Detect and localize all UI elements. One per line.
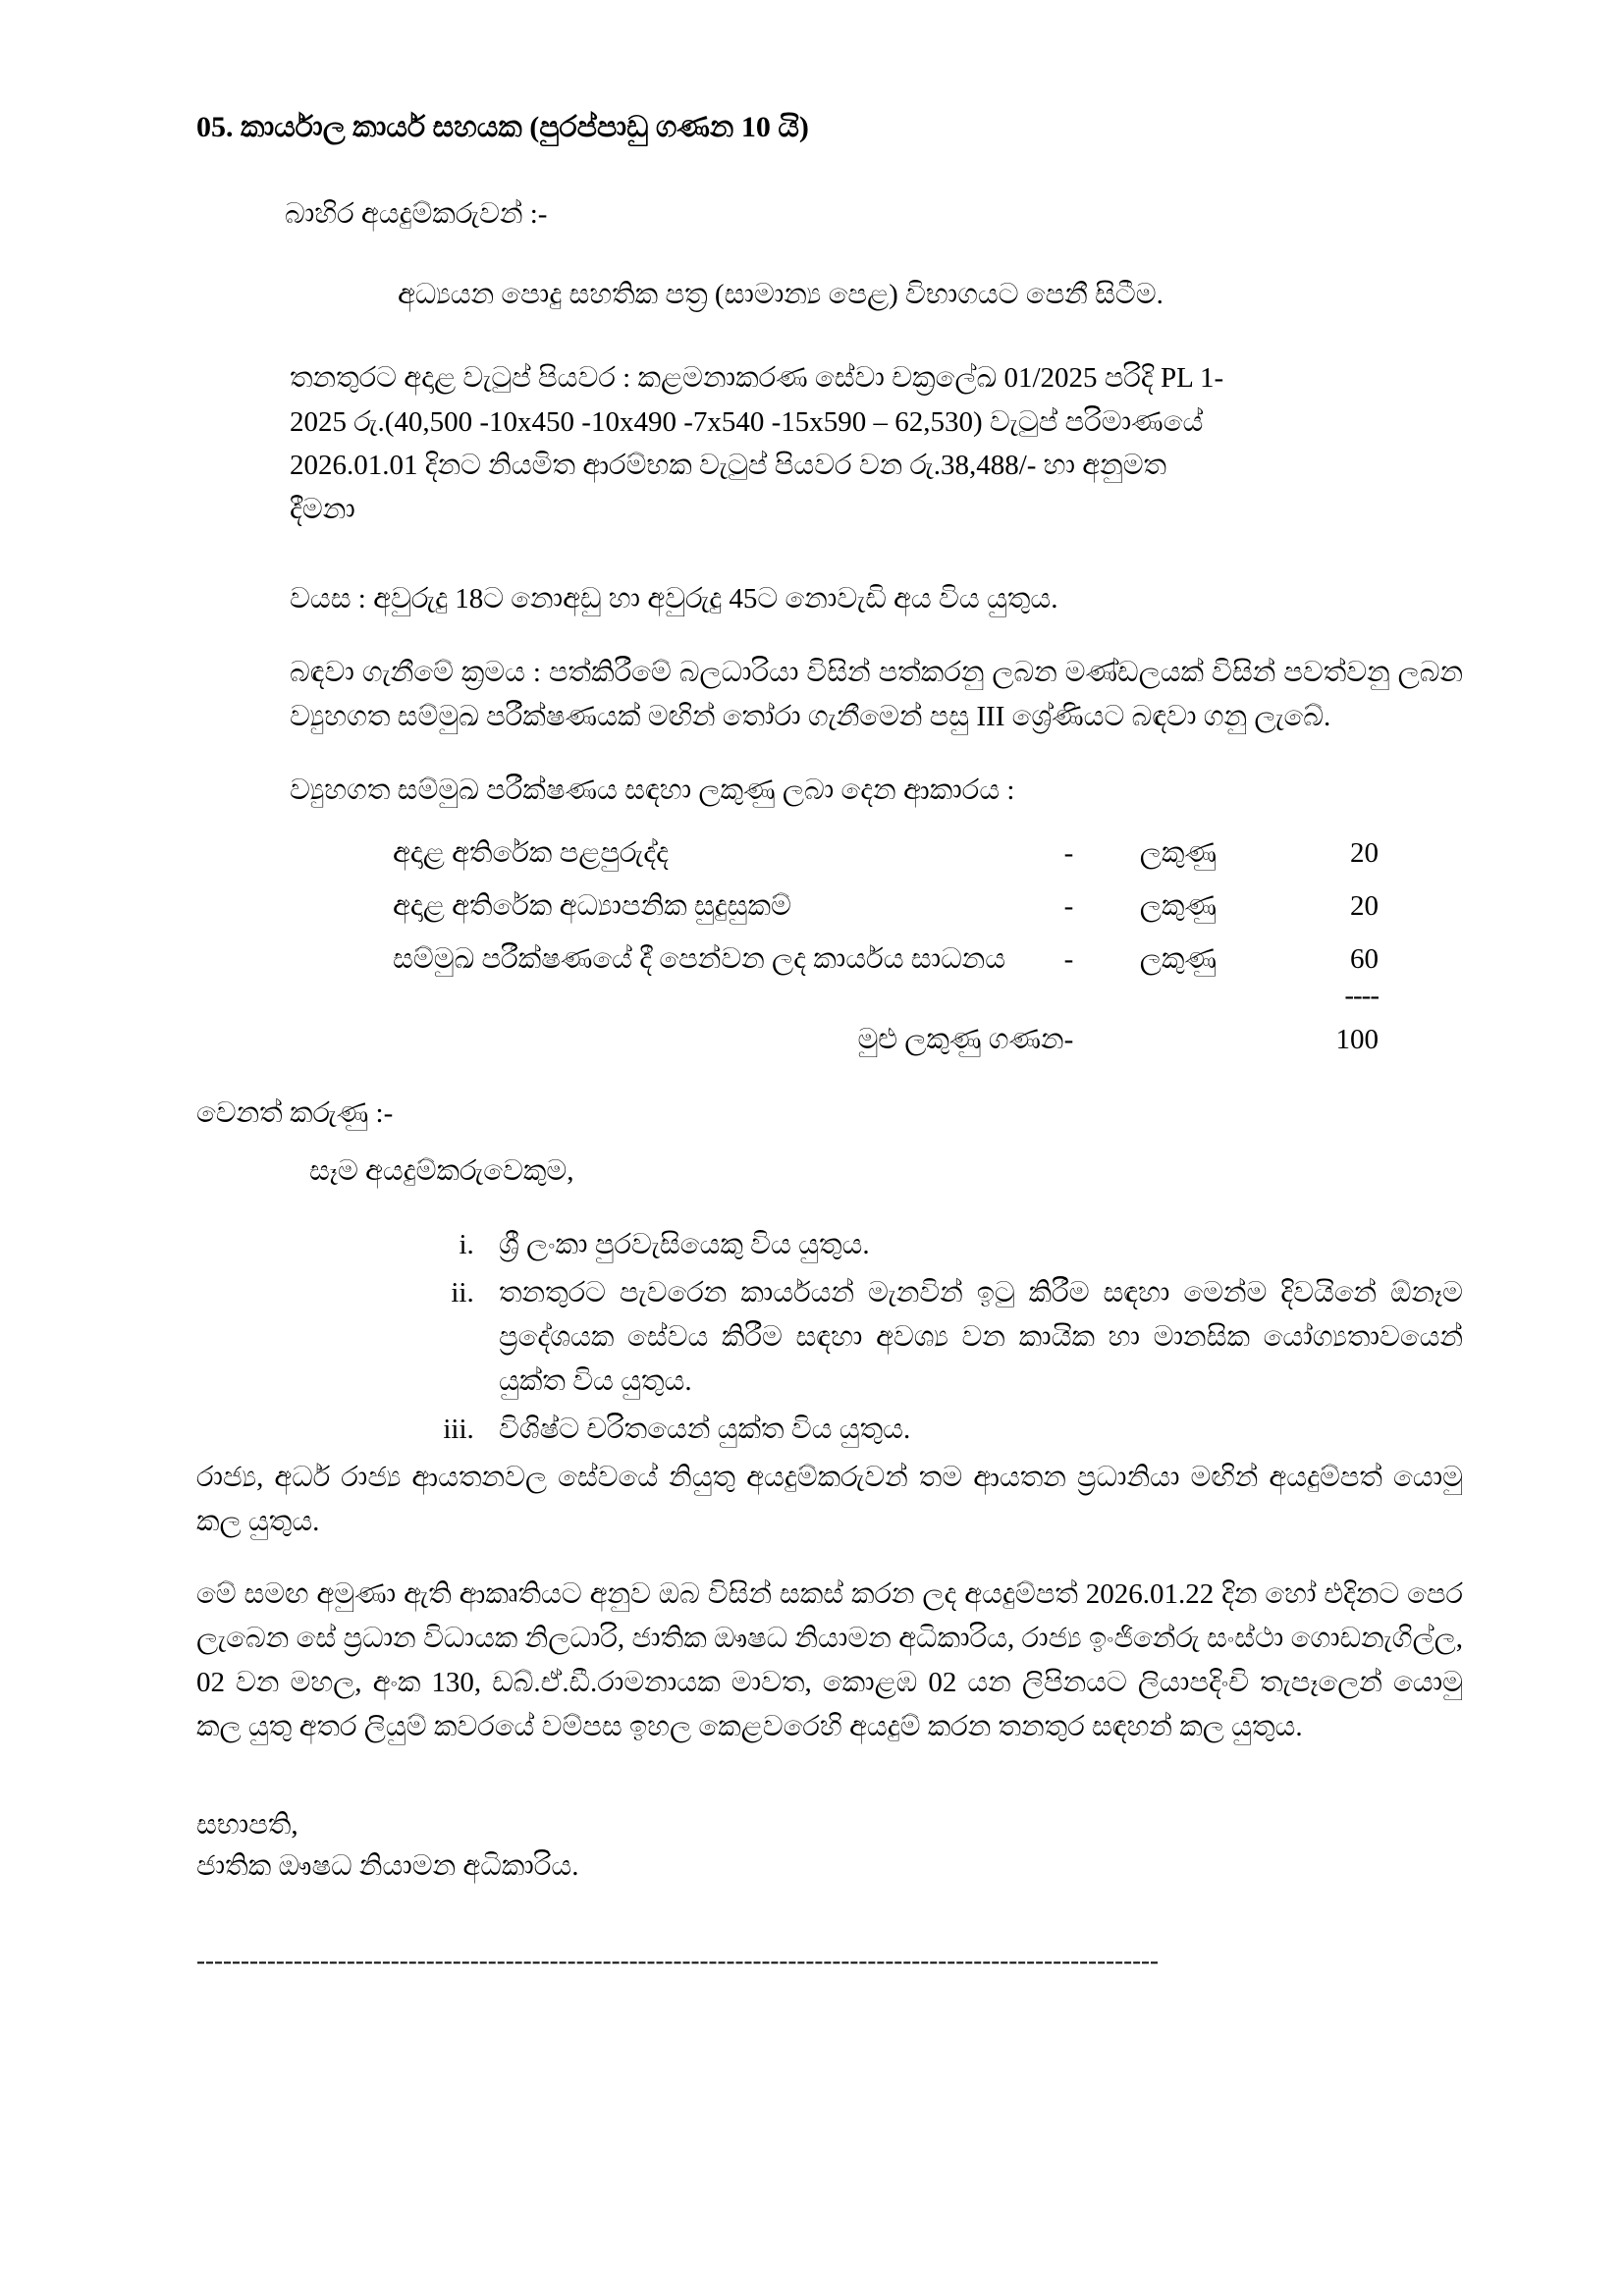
spacer-cell (393, 986, 1064, 1007)
every-applicant-text: සෑම අයදුම්කරුවෙකුම, (309, 1154, 574, 1187)
salary-paragraph (196, 356, 1463, 533)
conditions-list (196, 1223, 1463, 1452)
marks-row-dash: - (1063, 890, 1074, 923)
marks-row-value: 20 (1350, 837, 1379, 870)
marks-total-value: 100 (1335, 1023, 1379, 1055)
signature-title: සභාපති, (196, 1809, 298, 1842)
page-title: 05. කාර්යාල කාර්ය සහයක (පුරප්පාඩු ගණන 10 යි) (196, 111, 809, 143)
salary-line-2: 2025 රු.(40,500 -10x450 -10x490 -7x540 -15x590 – 62,530) වැටුප් පරිමාණයේ (290, 405, 1204, 438)
marks-row-label: සම්මුඛ පරීක්ෂණයේ දී පෙන්වන ලද කාර්යය සාධනය (393, 943, 1006, 976)
marks-table-block (196, 827, 1463, 1066)
list-item: ii. තනතුරට පැවරෙන කාර්යයන් මැනවින් ඉටු කිරීම සඳහා මෙන්ම දිවයිනේ ඕනෑම ප්‍රදේශයක සේවය කිරීම සඳහා අවශ්‍ය වන කායික හා මානසික යෝග්‍යතාවයෙන් යුක්ත විය යුතුය. (481, 1271, 1463, 1404)
salary-line-3: 2026.01.01 දිනට නියමිත ආරම්භක වැටුප් පියවර වන රු.38,488/- හා අනුමත (290, 450, 1167, 482)
submission-note: මේ සමඟ අමුණා ඇති ආකෘතියට අනුව ඔබ විසින් සකස් කරන ලද අයදුම්පත් 2026.01.22 දින හෝ එදිනට පෙර ලැබෙන සේ ප්‍රධාන විධායක නිලධාරි, ජාතික ඖෂධ නියාමන අධිකාරිය, රාජ්‍ය ඉංජිනේරු සංස්ථා ගොඩනැගිල්ල, 02 වන මහල, අංක 130, ඩබ්.ඒ.ඩී.රාමනායක මාවත, කොළඹ 02 යන ලිපිනයට ලියාපදිංචි තැපෑලෙන් යොමු කල යුතු අතර ලියුම් කවරයේ වම්පස ඉහල කෙළවරෙහි අයදුම් කරන තනතුර සඳහන් කල යුතුය. (196, 1578, 1463, 1743)
marks-row-dash: - (1063, 837, 1074, 870)
document-content (196, 108, 1463, 1974)
marks-total-dash: - (1063, 1023, 1074, 1055)
marks-rule: ---- (1344, 980, 1379, 1012)
qualification-text: අධ්‍යයන පොදු සහතික පත්‍ර (සාමාන්‍ය පෙළ) විභාගයට පෙනී සිටීම. (398, 278, 1164, 310)
list-item: iii. විශිෂ්ට චරිතයෙන් යුක්ත විය යුතුය. (481, 1408, 1463, 1452)
marks-row-unit: ලකුණු (1139, 837, 1218, 870)
table-row (393, 933, 1384, 986)
applicant-category-heading: බාහිර අයදුම්කරුවන් :- (285, 197, 548, 230)
state-employees-note: රාජ්‍ය, අර්ධ රාජ්‍ය ආයතනවල සේවයේ නියුතු අයදුම්කරුවන් තම ආයතන ප්‍රධානියා මඟින් අයදුම්පත් යොමු කල යුතුය. (196, 1461, 1463, 1537)
marks-row-value: 20 (1350, 890, 1379, 923)
recruitment-method: බඳවා ගැනීමේ ක්‍රමය : පත්කිරීමේ බලධාරියා විසින් පත්කරනු ලබන මණ්ඩලයක් විසින් පවත්වනු ලබන ව්‍යුහගත සම්මුඛ පරීක්ෂණයක් මඟින් තෝරා ගැනීමෙන් පසු III ශ්‍රේණියට බඳවා ගනු ලැබේ. (290, 657, 1463, 733)
signature-block (196, 1804, 1463, 1887)
spacer-cell (1064, 986, 1140, 1007)
spacer-cell (1140, 1007, 1280, 1066)
section-separator: ------------------------------------------------------------------------------------------------------------- (196, 1948, 1160, 1975)
salary-line-1: තනතුරට අදාළ වැටුප් පියවර : කළමනාකරණ සේවා චක්‍රලේඛ 01/2025 පරිදි PL 1- (290, 361, 1224, 394)
marks-total-rule-row (393, 986, 1384, 1007)
marks-total-row (393, 1007, 1384, 1066)
marks-table (393, 827, 1384, 1066)
table-row (393, 827, 1384, 880)
list-item: i. ශ්‍රී ලංකා පුරවැසියෙකු විය යුතුය. (481, 1223, 1463, 1267)
marks-heading: ව්‍යුහගත සම්මුඛ පරීක්ෂණය සඳහා ලකුණු ලබා දෙන ආකාරය : (290, 774, 1015, 807)
table-row (393, 880, 1384, 933)
other-matters-heading: වෙනත් කරුණු :- (196, 1097, 394, 1130)
marks-row-dash: - (1063, 943, 1074, 976)
marks-row-label: අදාළ අතිරේක අධ්‍යාපනික සුදුසුකම් (393, 890, 791, 923)
spacer-cell (1140, 986, 1280, 1007)
marks-row-unit: ලකුණු (1139, 943, 1218, 976)
marks-row-value: 60 (1350, 943, 1379, 976)
marks-row-label: අදාළ අතිරේක පළපුරුද්ද (393, 837, 669, 870)
age-requirement: වයස : අවුරුදු 18ට නොඅඩු හා අවුරුදු 45ට නොවැඩි අය විය යුතුය. (290, 583, 1058, 615)
marks-total-label: මුළු ලකුණු ගණන (857, 1023, 1064, 1055)
salary-line-4: දීමනා (290, 494, 355, 526)
marks-row-unit: ලකුණු (1139, 890, 1218, 923)
signature-organization: ජාතික ඖෂධ නියාමන අධිකාරිය. (196, 1850, 579, 1883)
